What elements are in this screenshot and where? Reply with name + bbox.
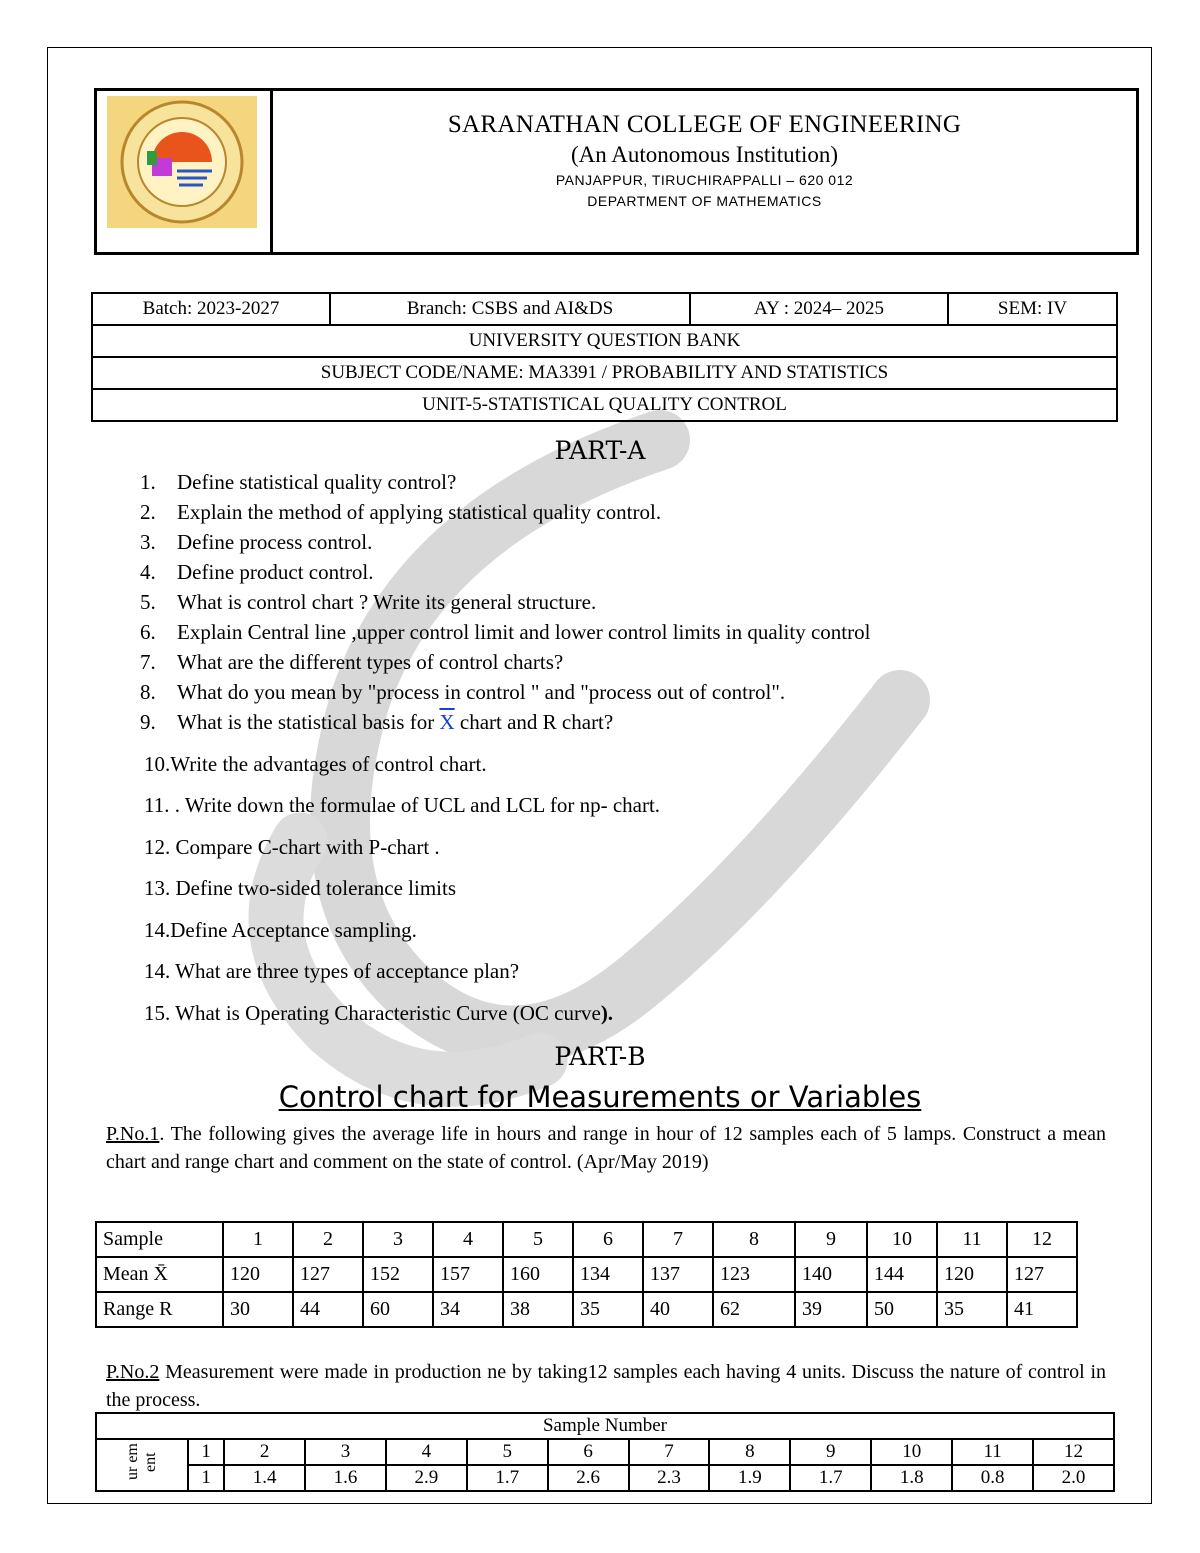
college-address: PANJAPPUR, TIRUCHIRAPPALLI – 620 012 — [555, 172, 854, 188]
college-logo — [107, 96, 257, 228]
sem-cell: SEM: IV — [948, 293, 1117, 325]
header-title-cell — [273, 91, 1136, 252]
problem-2-label: P.No.2 — [106, 1361, 160, 1383]
problem-1: P.No.1. The following gives the average life in hours and range in hour of 12 samples each of 5 lamps. Construct a mean chart and range chart and comment on the state of control. (Apr/May 2019) — [106, 1123, 1106, 1173]
xbar-symbol: $\overline{X}$ — [439, 710, 455, 734]
table-2 — [95, 1412, 1115, 1492]
unit-cell: UNIT-5-STATISTICAL QUALITY CONTROL — [92, 389, 1117, 421]
table-1 — [95, 1221, 1078, 1328]
table-row: ur em ent 1 2 3 4 5 6 7 8 9 10 11 12 — [96, 1439, 1114, 1465]
subject-cell: SUBJECT CODE/NAME: MA3391 / PROBABILITY AND STATISTICS — [92, 357, 1117, 389]
question-item: 6. Explain Central line ,upper control limit and lower control limits in quality control — [140, 620, 871, 644]
part-a-title: PART-A — [554, 436, 646, 465]
question-item: 8. What do you mean by "process in control " and "process out of control". — [140, 680, 786, 704]
question-item: 2. Explain the method of applying statistical quality control. — [140, 500, 662, 524]
part-b-title: PART-B — [554, 1042, 646, 1071]
branch-cell: Branch: CSBS and AI&DS — [330, 293, 690, 325]
question-item: 3. Define process control. — [140, 530, 373, 554]
table-2-header: Sample Number — [96, 1413, 1114, 1439]
table-row: 1 1.4 1.6 2.9 1.7 2.6 2.3 1.9 1.7 1.8 0.8 2.0 — [96, 1465, 1114, 1491]
problem-1-label: P.No.1 — [106, 1123, 160, 1145]
question-item: 14.Define Acceptance sampling. — [144, 918, 417, 942]
question-item: 13. Define two-sided tolerance limits — [144, 876, 456, 900]
question-item: 9. What is the statistical basis for $\overline{X}$ chart and R chart? — [140, 710, 614, 734]
section-title: Control chart for Measurements or Variables — [278, 1080, 922, 1114]
college-name: SARANATHAN COLLEGE OF ENGINEERING — [447, 111, 962, 138]
question-bank-title: UNIVERSITY QUESTION BANK — [92, 325, 1117, 357]
question-item: 14. What are three types of acceptance plan? — [144, 959, 520, 983]
table-row: Sample 1 2 3 4 5 6 7 8 9 10 11 12 — [96, 1222, 1077, 1257]
logo-cell — [97, 91, 273, 252]
problem-2: P.No.2 Measurement were made in production ne by taking12 samples each having 4 units. Discuss the nature of control in the process. — [106, 1361, 1106, 1411]
batch-cell: Batch: 2023-2027 — [92, 293, 330, 325]
question-item: 10.Write the advantages of control chart. — [144, 752, 487, 776]
table-row: Range R 30 44 60 34 38 35 40 62 39 50 35 41 — [96, 1292, 1077, 1327]
question-item: 4. Define product control. — [140, 560, 374, 584]
question-item: 12. Compare C-chart with P-chart . — [144, 835, 440, 859]
question-item: 1. Define statistical quality control? — [140, 470, 457, 494]
question-item: 15. What is Operating Characteristic Curve (OC curve). — [144, 1001, 614, 1025]
side-label: ur em ent — [124, 1443, 159, 1481]
ay-cell: AY : 2024– 2025 — [690, 293, 948, 325]
question-item: 7. What are the different types of control charts? — [140, 650, 564, 674]
info-table — [91, 292, 1118, 422]
department-name: DEPARTMENT OF MATHEMATICS — [587, 193, 822, 209]
question-item: 5. What is control chart ? Write its general structure. — [140, 590, 597, 614]
autonomous-label: (An Autonomous Institution) — [570, 142, 839, 167]
table-row: Mean X̄ 120 127 152 157 160 134 137 123 140 144 120 127 — [96, 1257, 1077, 1292]
header-box — [94, 88, 1139, 255]
question-item: 11. . Write down the formulae of UCL and LCL for np- chart. — [144, 793, 661, 817]
